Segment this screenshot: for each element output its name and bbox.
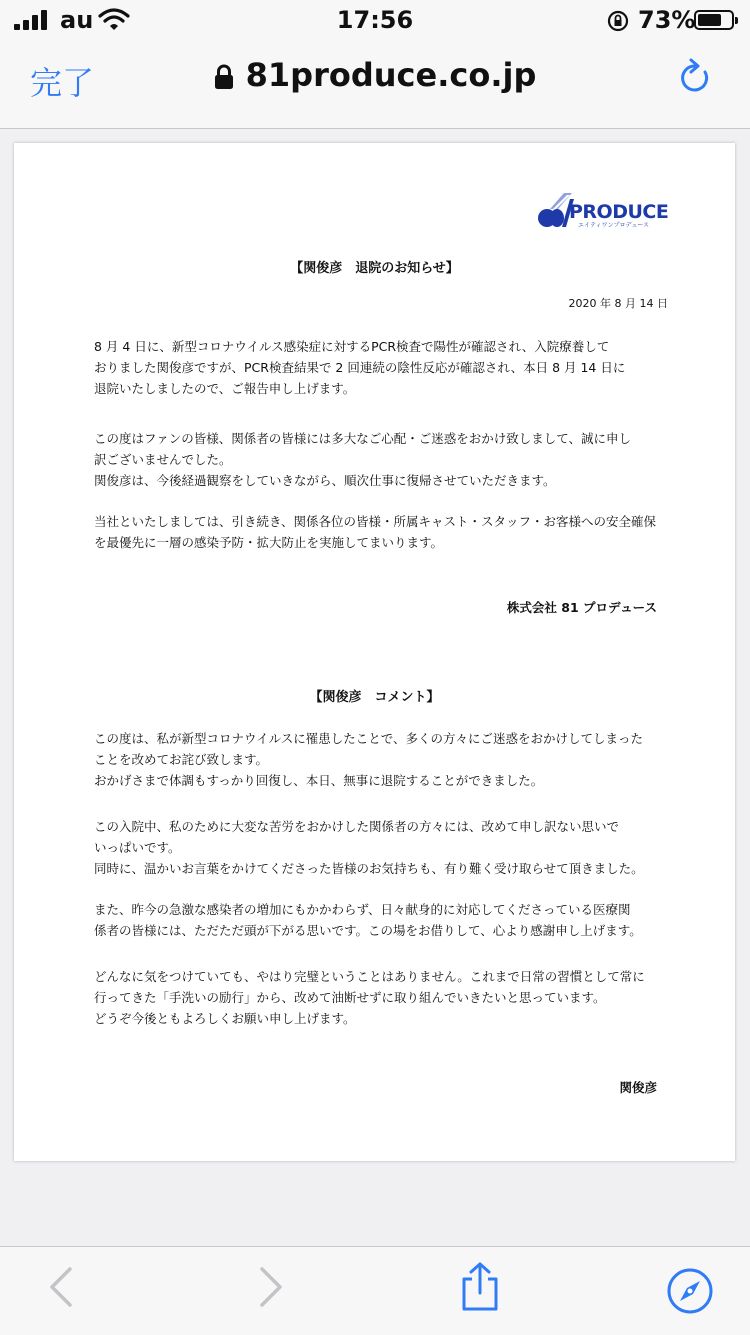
browser-nav-bar	[0, 42, 750, 129]
notice-paragraph	[94, 428, 674, 491]
comment-paragraph	[94, 966, 674, 1029]
comment-paragraph	[94, 899, 674, 941]
text-line: この度は、私が新型コロナウイルスに罹患したことで、多くの方々にご迷惑をおかけしてしまった	[94, 731, 644, 746]
comment-paragraph	[94, 816, 674, 879]
person-signature: 関俊彦	[619, 1080, 657, 1095]
text-line: おかげさまで体調もすっかり回復し、本日、無事に退院することができました。	[94, 773, 544, 788]
notice-paragraph	[94, 336, 674, 399]
text-line: この度はファンの皆様、関係者の皆様には多大なご心配・ご迷惑をおかけ致しまして、誠に申し	[94, 431, 632, 446]
text-line: この入院中、私のために大変な苦労をおかけした関係者の方々には、改めて申し訳ない思いで	[94, 819, 620, 834]
text-line: 当社といたしましては、引き続き、関係各位の皆様・所属キャスト・スタッフ・お客様への安全確保	[94, 514, 657, 529]
back-icon[interactable]	[46, 1265, 76, 1309]
comment-title: 【関俊彦 コメント】	[309, 690, 440, 705]
text-line: 8 月 4 日に、新型コロナウイルス感染症に対するPCR検査で陽性が確認され、入院療養して	[94, 339, 610, 354]
text-line: 行ってきた「手洗いの励行」から、改めて油断せずに取り組んでいきたいと思っています。	[94, 990, 606, 1005]
battery-icon	[694, 10, 734, 30]
text-line: どんなに気をつけていても、やはり完璧ということはありません。これまで日常の習慣として常に	[94, 969, 645, 984]
logo-subtitle: エイティワンプロデュース	[578, 222, 650, 229]
text-line: いっぱいです。	[94, 840, 181, 855]
text-line: を最優先に一層の感染予防・拡大防止を実施してまいります。	[94, 535, 444, 550]
reload-icon[interactable]	[678, 58, 714, 98]
browser-toolbar	[0, 1246, 750, 1335]
status-bar	[0, 0, 750, 42]
lock-icon	[214, 64, 234, 90]
text-line: 退院いたしましたので、ご報告申し上げます。	[94, 381, 356, 396]
logo-text: PRODUCE	[569, 201, 669, 223]
text-line: ことを改めてお詫び致します。	[94, 752, 269, 767]
orientation-lock-icon	[606, 9, 630, 33]
forward-icon[interactable]	[256, 1265, 286, 1309]
done-button[interactable]: 完了	[30, 64, 95, 102]
text-line: 関俊彦は、今後経過観察をしていきながら、順次仕事に復帰させていただきます。	[94, 473, 556, 488]
comment-paragraph	[94, 728, 674, 791]
notice-paragraph	[94, 511, 674, 553]
company-signature: 株式会社 81 プロデュース	[506, 600, 657, 615]
notice-title: 【関俊彦 退院のお知らせ】	[290, 261, 459, 276]
text-line: 訳ございませんでした。	[94, 452, 232, 467]
text-line: 同時に、温かいお言葉をかけてくださった皆様のお気持ちも、有り難く受け取らせて頂きました。	[94, 861, 644, 876]
pdf-document[interactable]	[14, 143, 735, 1161]
text-line: また、昨今の急激な感染者の増加にもかかわらず、日々献身的に対応してくださっている医療関	[94, 902, 631, 917]
company-logo	[536, 191, 669, 231]
notice-date: 2020 年 8 月 14 日	[568, 297, 668, 310]
text-line: おりました関俊彦ですが、PCR検査結果で 2 回連続の陰性反応が確認され、本日 8 月 14 日に	[94, 360, 626, 375]
battery-percent: 73%	[638, 6, 696, 34]
carrier-label: au	[60, 6, 94, 34]
text-line: 係者の皆様には、ただただ頭が下がる思いです。この場をお借りして、心より感謝申し上げます。	[94, 923, 642, 938]
compass-icon[interactable]	[666, 1267, 714, 1315]
url-text: 81produce.co.jp	[245, 56, 537, 94]
share-icon[interactable]	[458, 1261, 502, 1313]
address-bar[interactable]	[0, 56, 750, 94]
text-line: どうぞ今後ともよろしくお願い申し上げます。	[94, 1011, 356, 1026]
clock: 17:56	[336, 6, 414, 34]
